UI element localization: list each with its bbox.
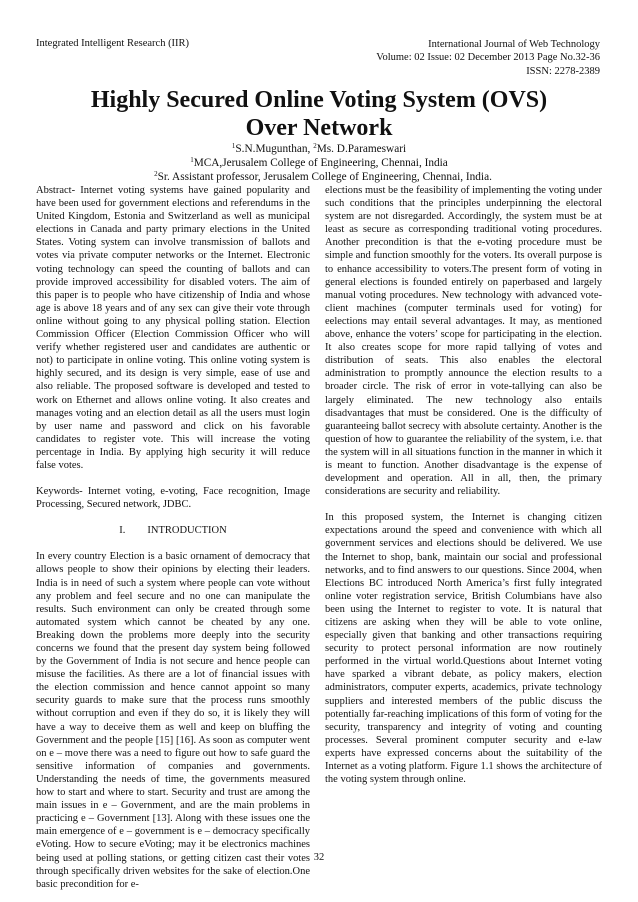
running-header-journal-publisher: Integrated Intelligent Research (IIR) (36, 38, 190, 49)
abstract-label: Abstract- (36, 185, 76, 196)
running-header-journal-info (376, 38, 600, 78)
keywords-text: Internet voting, e-voting, Face recognition, Image Processing, Secured network, JDBC. (36, 486, 310, 511)
affiliation-1-text: MCA,Jerusalem College of Engineering, Chennai, India (193, 156, 448, 169)
left-column (36, 184, 310, 891)
affiliation-1 (36, 157, 602, 171)
journal-name: International Journal of Web Technology (428, 39, 600, 50)
author-names (36, 143, 602, 157)
author-block (36, 143, 602, 184)
abstract-text: Internet voting systems have gained popularity and have been used for government elections and referendums in the United Kingdom, Estonia and Switzerland as well as municipal elections in Canada and party primary elections in the United States. Voting system can involve transmission of ballots and votes via private computer networks or the Internet. Electronic voting technology can speed the counting of ballots and can provide improved accessibility for disabled voters. The aim of this paper is to people who have citizenship of India and whose age is above 18 years and of any sex can give their vote through online without going to any physical polling station. Election Commission Officer (Election Commission Officer who will verify whether registered user and candidates are authentic or not) to participate in online voting. This online voting system is highly secured, and its design is very simple, ease of use and also reliable. The proposed software is developed and tested to work on Ethernet and allows online voting. It also creates and manages voting and an election detail as all the users must login by user name and password and click on his favorable candidates to register vote. This will increase the voting percentage in India. By applying high security it will reduce false votes. (36, 185, 310, 471)
author-2-name: Ms. D.Parameswari (316, 143, 407, 155)
journal-issn: ISSN: 2278-2389 (526, 65, 600, 77)
section-heading-introduction (36, 524, 310, 537)
journal-volume-issue: Volume: 02 Issue: 02 December 2013 Page No.32-36 (376, 52, 600, 64)
author-2-marker: 2 (313, 142, 317, 150)
paper-title (36, 86, 602, 142)
introduction-paragraph: In every country Election is a basic ornament of democracy that allows people to show their opinions by electing their leaders. India is in need of such a system where people can vote without any problem and feel secure and no one can manipulate the results. Such environment can only be created through some automated system which cannot be cheated by any one. Breaking down the problems more deeply into the security concerns we found that the present day system being followed by the Government of India is not secure and hence people can misuse the facilities. As there are a lot of financial issues with the election commission and hence cannot appoint so many security guards to make sure that the process runs smoothly without corruption and even if they do so, it is likely they will have a way to deceive them as well and keep on bluffing the Government and the people [15] [16]. As soon as computer went on e – move there was a need to figure out how to safe guard the sensitive information of companies and governments. Understanding the needs of time, the governments measured how to start and where to start. Security and trust are among the main issues in e – Government, and are the main problems in practicing e – Government [13]. Along with these issues one the main emergence of e – government is e – democracy specifically eVoting. How to secure eVoting; may it be electronics machines being used at polling stations, or getting citizen cast their votes through specifically driven websites for the sake of election.One basic precondition for e- (36, 551, 310, 890)
paper-title-line-1: Highly Secured Online Voting System (OVS) (90, 87, 548, 113)
affiliation-2 (36, 171, 602, 185)
paper-title-line-2: Over Network (245, 115, 393, 141)
keywords (36, 485, 310, 511)
abstract (36, 184, 310, 472)
section-number: I. (119, 525, 126, 537)
author-1-marker: 1 (231, 142, 236, 150)
body-paragraph-1: elections must be the feasibility of implementing the voting under such conditions that the principles underpinning the electoral system are not disregarded. Accordingly, the system must be at least as secure as corresponding traditional voting procedures. Another precondition is that the e-voting procedure must be simple and function smoothly for the voters. Its overall purpose is to enhance accessibility to voters.The present form of voting in general elections is founded entirely on paperbased and largely manual voting procedures. New technology with advanced vote-client machines (computer terminals used for voting) for eelections may entail several advantages. It may, as mentioned above, enhance the voters’ scope for participating in the election. It also creates scope for more rapid tallying of votes and distribution of seats. This also enables the electoral administration to promptly announce the election results to a broader circle. The risk of error in vote-tallying can also be largely eliminated. The new technology also entails disadvantages that must be considered. One is the difficulty of guaranteeing ballot secrecy with absolute certainty. Another is the question of how to guarantee the reliability of the system, i.e. that the system will in all situations function in the manner in which it is meant to function. Another disadvantage is the expense of development and operation. All in all, then, the primary considerations are security and reliability. (325, 185, 602, 498)
affiliation-1-marker: 1 (190, 155, 194, 164)
keywords-label: Keywords- (36, 486, 83, 498)
right-column (325, 184, 602, 786)
page-number: 32 (313, 852, 325, 863)
author-1-name: S.N.Mugunthan, (235, 143, 314, 155)
affiliation-2-text: Sr. Assistant professor, Jerusalem College of Engineering, Chennai, India. (157, 170, 492, 183)
affiliation-2-marker: 2 (154, 169, 158, 178)
body-paragraph-2: In this proposed system, the Internet is changing citizen expectations around the speed and convenience with which all government services and elections should be delivered. We use the Internet to shop, bank, maintain our social and professional networks, and to find answers to our questions. Since 2004, when Elections BC introduced North America’s first fully integrated online voter registration service, British Columbians have also been using the Internet to register to vote. It is natural that citizens are asking when they will be able to vote online, especially given that banking and other transactions requiring security to protect personal information are now routinely performed in the virtual world.Questions about Internet voting have sparked a vibrant debate, as policy makers, election administrators, computer experts, academics, private technology suppliers and interested members of the public discuss the potentially far-reaching implications of this form of voting for the security, transparency and integrity of voting and counting processes. Several prominent computer security and e-law experts have expressed concerns about the suitability of the Internet as a voting platform. Figure 1.1 shows the architecture of the voting system through online. (325, 512, 602, 786)
section-title: INTRODUCTION (147, 525, 227, 537)
